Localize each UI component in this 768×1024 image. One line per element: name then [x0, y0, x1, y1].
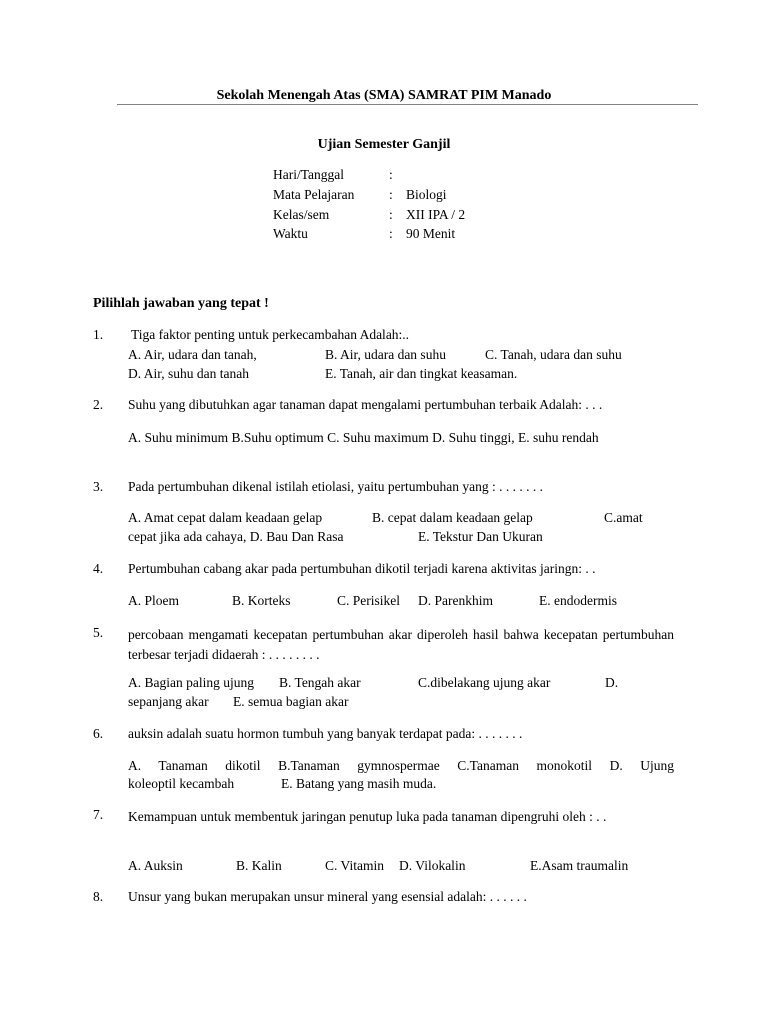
school-name: Sekolah Menengah Atas (SMA) SAMRAT PIM Manado [216, 88, 552, 103]
meta-value-class: XII IPA / 2 [406, 207, 466, 222]
options-line-1: A. Tanaman dikotil B.Tanaman gymnospermae C.Tanaman monokotil D. Ujung [128, 758, 674, 773]
option-d-cont: sepanjang akar [128, 694, 209, 709]
question-number: 5. [93, 625, 104, 640]
question-number: 1. [93, 327, 104, 342]
question-number: 8. [93, 889, 104, 904]
option-c: C.dibelakang ujung akar [418, 675, 551, 690]
option-d: D. [605, 675, 619, 690]
meta-label-date: Hari/Tanggal [273, 167, 345, 182]
option-a: A. Auksin [128, 858, 183, 873]
question-number: 7. [93, 807, 104, 822]
option-e: E. Tekstur Dan Ukuran [418, 529, 543, 544]
question-text: Suhu yang dibutuhkan agar tanaman dapat mengalami pertumbuhan terbaik Adalah: . . . [128, 397, 603, 412]
question-text: percobaan mengamati kecepatan pertumbuhan akar diperoleh hasil bahwa kecepatan pertumbuhan terbesar terjadi didaerah : . . . . . . . . [128, 627, 674, 662]
question-text: Unsur yang bukan merupakan unsur mineral yang esensial adalah: . . . . . . [128, 889, 527, 904]
header-divider [117, 104, 698, 105]
option-c: C. Perisikel [337, 593, 400, 608]
option-c: C. Vitamin [325, 858, 384, 873]
option-b: B. Kalin [236, 858, 282, 873]
option-a: A. Ploem [128, 593, 180, 608]
meta-value-time: 90 Menit [406, 226, 456, 241]
question-number: 4. [93, 561, 104, 576]
option-e: E.Asam traumalin [530, 858, 629, 873]
question-number: 2. [93, 397, 104, 412]
option-d: D. Air, suhu dan tanah [128, 366, 249, 381]
options-block: A. Suhu minimum B.Suhu optimum C. Suhu maximum D. Suhu tinggi, E. suhu rendah [128, 430, 599, 445]
question-number: 6. [93, 726, 104, 741]
option-e: E. Tanah, air dan tingkat keasaman. [325, 366, 518, 381]
meta-value-subject: Biologi [406, 187, 447, 202]
meta-label-class: Kelas/sem [273, 207, 330, 222]
option-a: A. Amat cepat dalam keadaan gelap [128, 510, 323, 525]
option-e: E. Batang yang masih muda. [281, 776, 437, 791]
option-e: E. semua bagian akar [233, 694, 349, 709]
question-text: Pertumbuhan cabang akar pada pertumbuhan dikotil terjadi karena aktivitas jaringn: . . [128, 561, 596, 576]
question-text: auksin adalah suatu hormon tumbuh yang banyak terdapat pada: . . . . . . . [128, 726, 523, 741]
meta-colon: : [389, 207, 393, 222]
option-d-cont: koleoptil kecambah [128, 776, 235, 791]
option-b: B. Korteks [232, 593, 291, 608]
option-a: A. Air, udara dan tanah, [128, 347, 257, 362]
option-a: A. Bagian paling ujung [128, 675, 254, 690]
option-c-cont-d: cepat jika ada cahaya, D. Bau Dan Rasa [128, 529, 344, 544]
question-text: Kemampuan untuk membentuk jaringan penutup luka pada tanaman dipengruhi oleh : . . [128, 809, 607, 824]
option-d: D. Vilokalin [399, 858, 466, 873]
option-c: C. Tanah, udara dan suhu [485, 347, 622, 362]
exam-title: Ujian Semester Ganjil [317, 137, 451, 152]
option-c: C.amat [604, 510, 643, 525]
instruction: Pilihlah jawaban yang tepat ! [93, 296, 269, 311]
option-e: E. endodermis [539, 593, 617, 608]
question-text: Pada pertumbuhan dikenal istilah etiolasi, yaitu pertumbuhan yang : . . . . . . . [128, 479, 544, 494]
question-number: 3. [93, 479, 104, 494]
option-b: B. cepat dalam keadaan gelap [372, 510, 533, 525]
meta-colon: : [389, 167, 393, 182]
meta-label-subject: Mata Pelajaran [273, 187, 355, 202]
meta-colon: : [389, 226, 393, 241]
question-text: Tiga faktor penting untuk perkecambahan Adalah:.. [131, 327, 410, 342]
meta-label-time: Waktu [273, 226, 308, 241]
meta-colon: : [389, 187, 393, 202]
option-d: D. Parenkhim [418, 593, 493, 608]
option-b: B. Tengah akar [279, 675, 361, 690]
option-b: B. Air, udara dan suhu [325, 347, 446, 362]
